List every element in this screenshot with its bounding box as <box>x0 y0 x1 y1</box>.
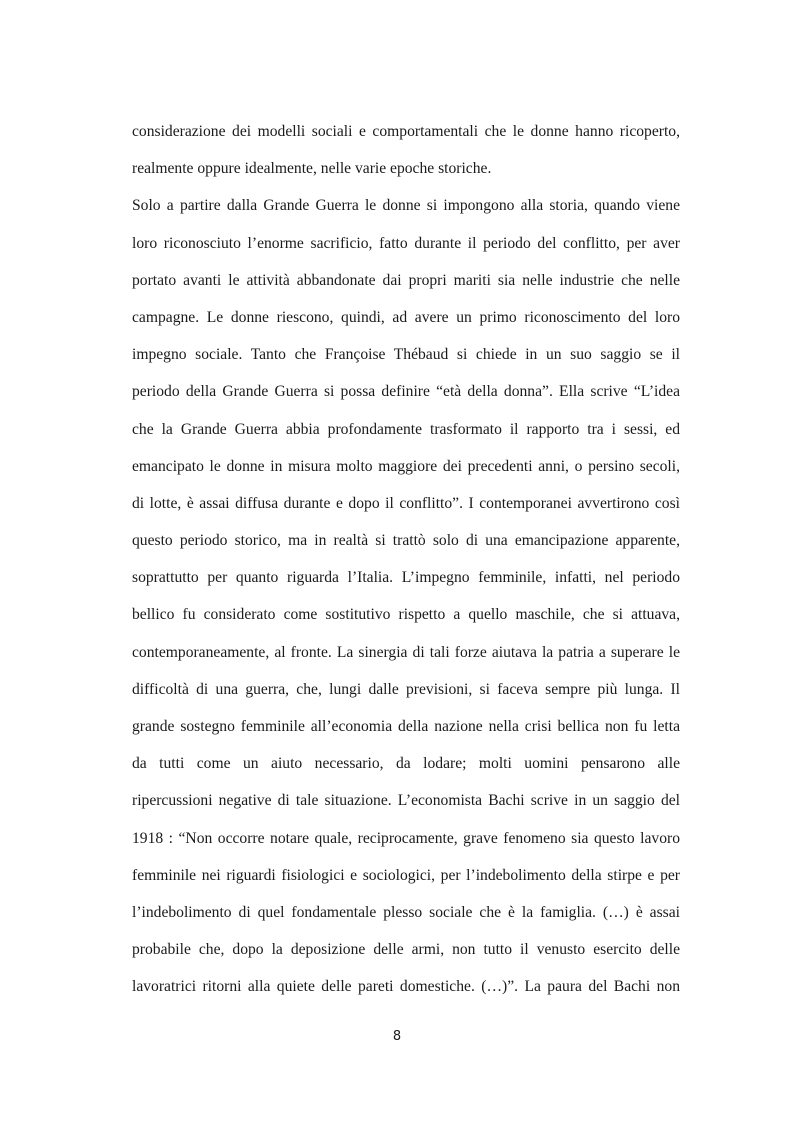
text-line: periodo della Grande Guerra si possa definire “età della donna”. Ella scrive “L’idea <box>132 383 680 401</box>
text-line: realmente oppure idealmente, nelle varie epoche storiche. <box>132 160 492 178</box>
text-line: da tutti come un aiuto necessario, da lodare; molti uomini pensarono alle <box>132 755 680 773</box>
text-line: loro riconosciuto l’enorme sacrificio, fatto durante il periodo del conflitto, per aver <box>132 234 680 252</box>
text-line: questo periodo storico, ma in realtà si trattò solo di una emancipazione apparente, <box>132 532 680 550</box>
text-line: che la Grande Guerra abbia profondamente trasformato il rapporto tra i sessi, ed <box>132 420 680 438</box>
text-line: difficoltà di una guerra, che, lungi dalle previsioni, si faceva sempre più lunga. Il <box>132 680 680 698</box>
text-line: campagne. Le donne riescono, quindi, ad avere un primo riconoscimento del loro <box>132 308 680 326</box>
text-line: considerazione dei modelli sociali e comportamentali che le donne hanno ricoperto, <box>132 123 680 140</box>
text-line: di lotte, è assai diffusa durante e dopo il conflitto”. I contemporanei avvertirono così <box>132 494 680 512</box>
text-line: Solo a partire dalla Grande Guerra le donne si impongono alla storia, quando viene <box>132 197 680 215</box>
text-line: femminile nei riguardi fisiologici e sociologici, per l’indebolimento della stirpe e per <box>132 866 680 884</box>
text-line: ripercussioni negative di tale situazione. L’economista Bachi scrive in un saggio del <box>132 792 680 810</box>
text-line: impegno sociale. Tanto che Françoise Thébaud si chiede in un suo saggio se il <box>132 346 680 364</box>
text-line: soprattutto per quanto riguarda l’Italia. L’impegno femminile, infatti, nel periodo <box>132 569 680 587</box>
text-line: grande sostegno femminile all’economia della nazione nella crisi bellica non fu letta <box>132 718 680 735</box>
text-line: bellico fu considerato come sostitutivo rispetto a quello maschile, che si attuava, <box>132 606 680 624</box>
body-text <box>132 113 680 1006</box>
text-line: portato avanti le attività abbandonate dai propri mariti sia nelle industrie che nelle <box>132 271 680 289</box>
text-line: contemporaneamente, al fronte. La sinergia di tali forze aiutava la patria a superare le <box>132 643 680 661</box>
text-line: emancipato le donne in misura molto maggiore dei precedenti anni, o persino secoli, <box>132 457 680 475</box>
text-line: l’indebolimento di quel fondamentale plesso sociale che è la famiglia. (…) è assai <box>132 903 680 921</box>
text-line: lavoratrici ritorni alla quiete delle pareti domestiche. (…)”. La paura del Bachi non <box>132 978 680 996</box>
text-line: probabile che, dopo la deposizione delle armi, non tutto il venusto esercito delle <box>132 941 680 959</box>
text-line: 1918 : “Non occorre notare quale, reciprocamente, grave fenomeno sia questo lavoro <box>132 829 680 847</box>
page-number: 8 <box>392 1029 402 1044</box>
